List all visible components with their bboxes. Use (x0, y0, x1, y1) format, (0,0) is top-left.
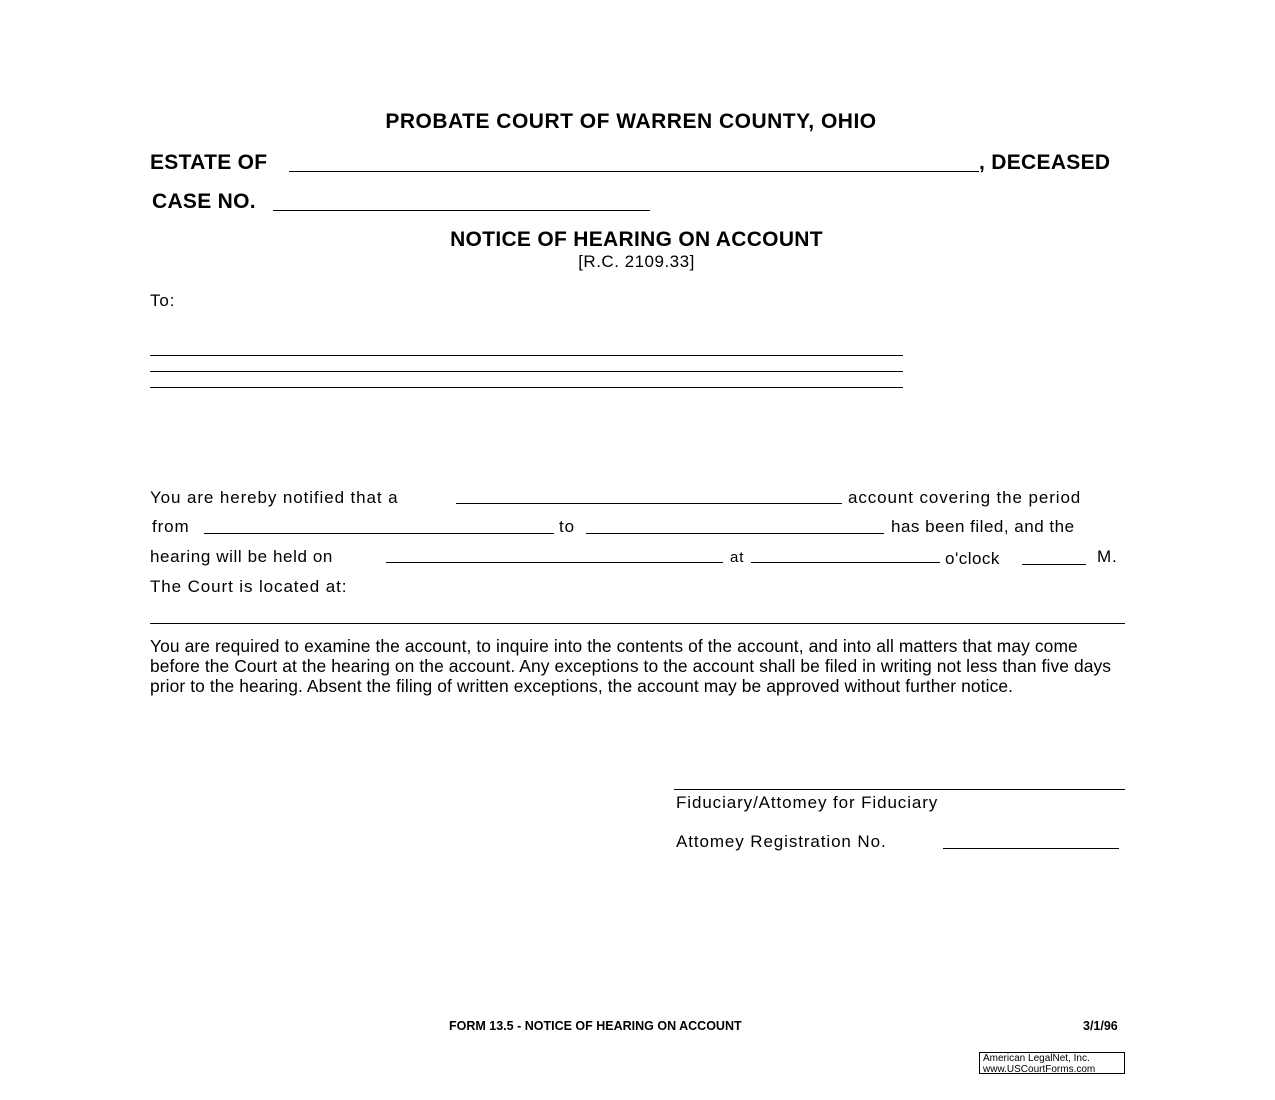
to-label: To: (150, 291, 176, 310)
court-location-field[interactable] (150, 623, 1125, 624)
oclock-label: o'clock (945, 549, 1000, 568)
period-to-field[interactable] (586, 533, 884, 534)
signature-line[interactable] (674, 789, 1125, 790)
estate-of-label: ESTATE OF (150, 151, 268, 174)
recipient-line-1[interactable] (150, 355, 903, 356)
notice-line1-start: You are hereby notified that a (150, 488, 399, 507)
instructions-paragraph: You are required to examine the account, to inquire into the contents of the account, and into all matters that may come before the Court at the hearing on the account. Any exceptions to the account shall be filed in writing not less than five days prior to the hearing. Absent the filing of written exceptions, the account may be approved without further notice. (150, 636, 1112, 696)
publisher-box (979, 1052, 1125, 1074)
hearing-time-field[interactable] (751, 562, 940, 563)
court-location-label: The Court is located at: (150, 577, 348, 596)
hearing-date-field[interactable] (386, 562, 723, 563)
document-title: NOTICE OF HEARING ON ACCOUNT (450, 228, 823, 251)
form-label: FORM 13.5 - NOTICE OF HEARING ON ACCOUNT (449, 1019, 742, 1033)
estate-name-field[interactable] (289, 171, 979, 172)
at-label: at (730, 549, 745, 566)
fiduciary-label: Fiduciary/Attomey for Fiduciary (676, 793, 939, 812)
statute-reference: [R.C. 2109.33] (578, 252, 695, 271)
deceased-label: , DECEASED (979, 151, 1111, 174)
court-name: PROBATE COURT OF WARREN COUNTY, OHIO (385, 110, 877, 133)
period-from-field[interactable] (204, 533, 554, 534)
account-type-field[interactable] (456, 503, 842, 504)
from-label: from (152, 517, 190, 536)
am-pm-field[interactable] (1022, 564, 1086, 565)
notice-line1-end: account covering the period (848, 488, 1082, 507)
case-no-field[interactable] (273, 210, 650, 211)
hearing-label: hearing will be held on (150, 547, 333, 566)
form-date: 3/1/96 (1083, 1019, 1118, 1033)
publisher-url: www.USCourtForms.com (983, 1064, 1096, 1075)
recipient-line-3[interactable] (150, 387, 903, 388)
recipient-line-2[interactable] (150, 371, 903, 372)
publisher-name: American LegalNet, Inc. (983, 1053, 1090, 1064)
to-period-label: to (559, 517, 575, 536)
m-label: M. (1097, 547, 1118, 566)
registration-no-field[interactable] (943, 848, 1119, 849)
filed-label: has been filed, and the (891, 517, 1075, 536)
registration-label: Attomey Registration No. (676, 832, 887, 851)
case-no-label: CASE NO. (152, 190, 256, 213)
